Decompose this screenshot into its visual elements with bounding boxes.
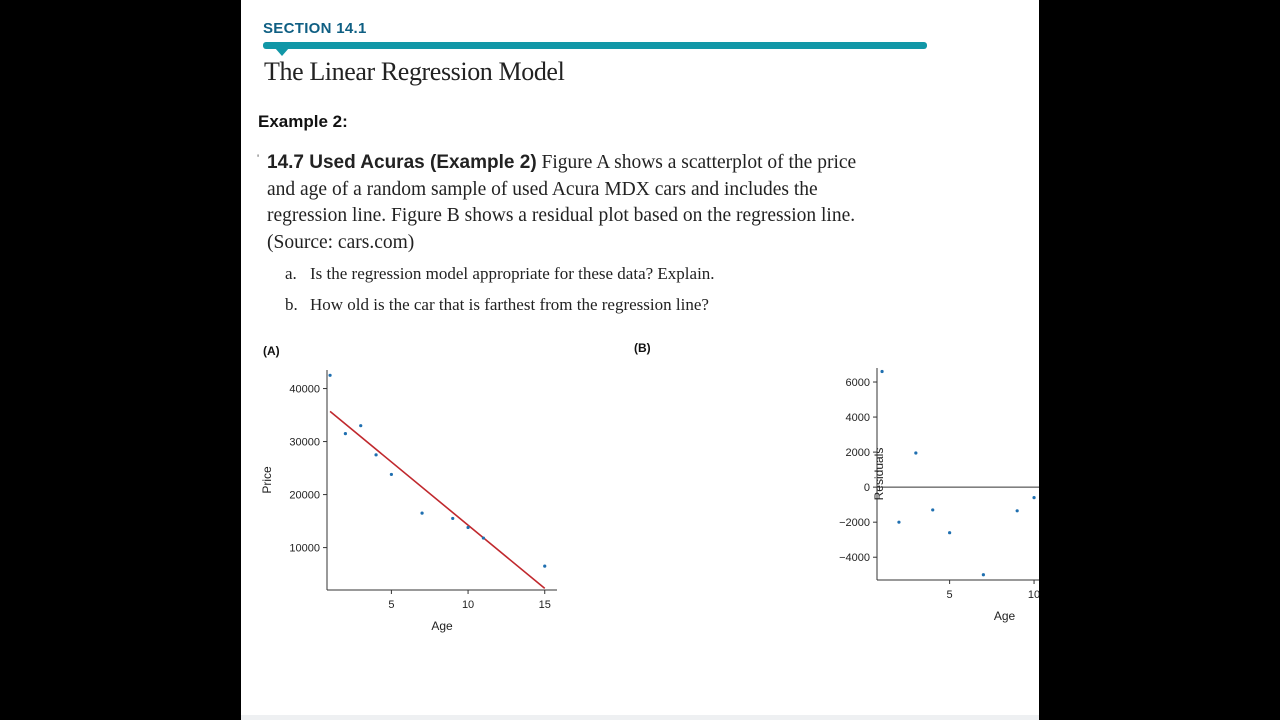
data-point <box>931 508 934 511</box>
data-point <box>482 536 485 539</box>
data-point <box>1032 496 1035 499</box>
y-tick-label: 4000 <box>845 412 870 425</box>
data-point <box>328 374 331 377</box>
data-point <box>451 517 454 520</box>
textbook-page <box>241 0 1125 720</box>
page-title: The Linear Regression Model <box>264 57 565 86</box>
figure-b-residual-plot: −4000−200002000400060005 10 15AgeResiduals <box>631 358 971 648</box>
question-b <box>285 295 709 315</box>
x-tick-label: 5 <box>946 589 953 601</box>
problem-text <box>267 150 867 256</box>
data-point <box>344 432 347 435</box>
question-a <box>285 264 715 284</box>
y-tick-label: 10000 <box>289 542 320 555</box>
data-point <box>466 526 469 529</box>
regression-line <box>330 411 545 588</box>
data-point <box>948 531 951 534</box>
data-point <box>880 370 883 373</box>
data-point <box>359 424 362 427</box>
data-point <box>914 451 917 454</box>
section-rule-notch <box>275 48 289 56</box>
y-axis-label: Price <box>260 466 274 494</box>
y-tick-label: 20000 <box>289 489 320 502</box>
data-point <box>897 521 900 524</box>
x-tick-label: 10 <box>461 599 475 611</box>
x-axis-label: Age <box>993 609 1016 623</box>
x-tick-label: 10 <box>1027 589 1041 601</box>
y-tick-label: 6000 <box>845 377 870 390</box>
example-label: Example 2: <box>258 112 348 131</box>
figure-a-scatterplot <box>259 360 559 650</box>
data-point <box>390 473 393 476</box>
y-tick-label: −4000 <box>839 552 870 565</box>
y-tick-label: 2000 <box>845 447 870 460</box>
x-tick-label: 15 <box>538 599 551 611</box>
figure-b-label: (B) <box>634 341 651 355</box>
problem-heading: 14.7 Used Acuras (Example 2) <box>267 152 537 173</box>
question-letter: b. <box>285 295 298 314</box>
data-point <box>420 512 423 515</box>
question-text: Is the regression model appropriate for these data? Explain. <box>310 264 715 283</box>
figure-a-label: (A) <box>263 344 280 358</box>
section-label: SECTION 14.1 <box>263 20 367 37</box>
y-tick-label: 30000 <box>289 436 320 449</box>
x-axis-label: Age <box>431 619 453 633</box>
problem-body: Figure A shows a scatterplot of the price and age of a random sample of used Acura MDX cars and includes the regression line. Figure B shows a residual plot based on the regression line. (Source: cars.com) <box>267 152 857 253</box>
data-point <box>1016 509 1019 512</box>
y-tick-label: −2000 <box>839 517 870 530</box>
problem-mark: ' <box>257 153 260 165</box>
data-point <box>374 453 377 456</box>
x-tick-label: 5 <box>388 599 395 611</box>
data-point <box>543 565 546 568</box>
page-bottom-bar <box>241 715 1039 720</box>
question-text: How old is the car that is farthest from the regression line? <box>310 295 709 314</box>
y-tick-label: 0 <box>863 482 870 495</box>
data-point <box>982 573 985 576</box>
question-letter: a. <box>285 264 297 283</box>
y-tick-label: 40000 <box>289 383 320 396</box>
y-axis-label: Residuals <box>872 447 886 501</box>
section-rule <box>263 42 927 49</box>
